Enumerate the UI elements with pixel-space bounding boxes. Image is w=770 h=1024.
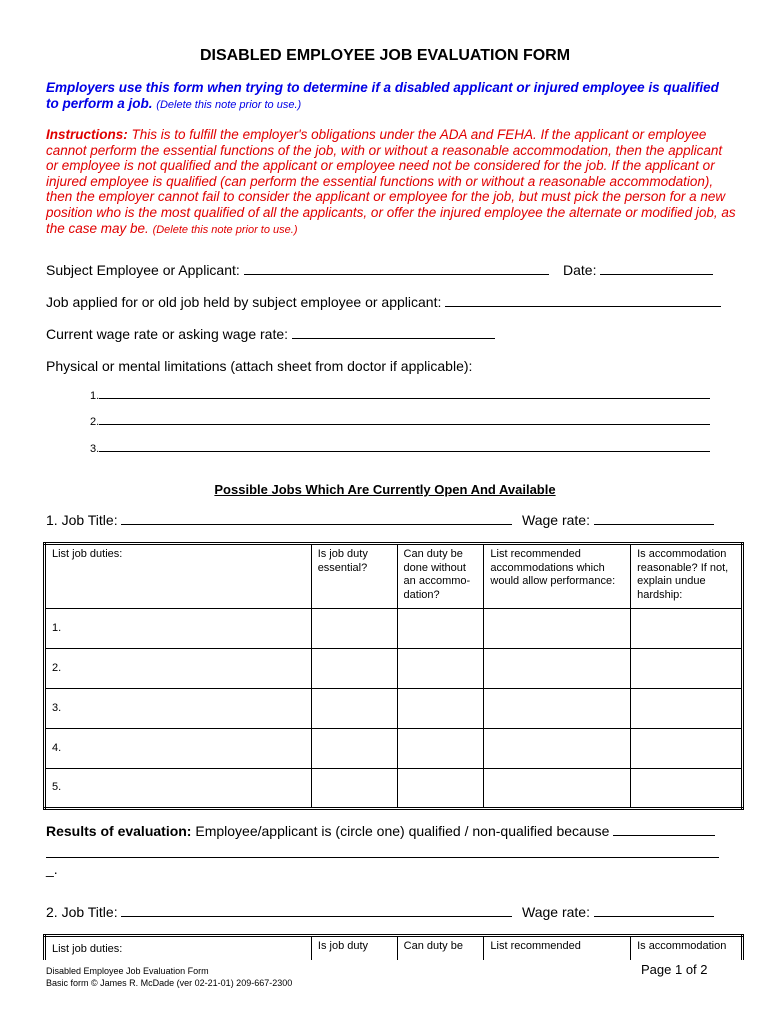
- employer-note: [46, 80, 726, 113]
- row-number[interactable]: 5.: [45, 769, 312, 809]
- row-number[interactable]: 1.: [45, 609, 312, 649]
- table-cell[interactable]: [484, 769, 631, 809]
- footer-form-name: Disabled Employee Job Evaluation Form: [46, 966, 209, 976]
- limitation-field-2[interactable]: [99, 412, 710, 425]
- job-applied-row: [46, 294, 721, 310]
- table-cell[interactable]: [484, 649, 631, 689]
- limitation-line: [90, 412, 710, 428]
- table-cell[interactable]: [397, 729, 484, 769]
- limitations-label: Physical or mental limitations (attach sheet from doctor if applicable):: [46, 358, 473, 374]
- table-cell[interactable]: [631, 689, 743, 729]
- table-header-row: [45, 936, 743, 960]
- job-applied-field[interactable]: [445, 294, 721, 307]
- instructions-text: This is to fulfill the employer's obligations under the ADA and FEHA. If the applicant or employee cannot perform the essential functions of the job, with or without a reasonable accommodation, then the applicant or employee is not qualified and the applicant or employee need not be considered for the job. If the applicant or injured employee is qualified (can perform the essential functions with or without a reasonable accommodation), then the employer cannot fail to consider the applicant or employee for the job, but must pick the person for a new position who is the most qualified of all the applicants, or offer the injured employee the alternate or modified job, as the case may be.: [46, 127, 736, 236]
- job1-title-label: 1. Job Title:: [46, 512, 118, 528]
- job2-duties-table: [43, 934, 744, 960]
- subject-field[interactable]: [244, 262, 549, 275]
- job2-wage-field[interactable]: [594, 904, 714, 917]
- table-cell[interactable]: [311, 689, 397, 729]
- table-cell[interactable]: [311, 769, 397, 809]
- instructions-note: [46, 127, 736, 238]
- section-heading: Possible Jobs Which Are Currently Open And Available: [214, 482, 556, 497]
- limitation-field-3[interactable]: [99, 439, 710, 452]
- table-cell[interactable]: [631, 769, 743, 809]
- employer-note-delete: (Delete this note prior to use.): [156, 99, 302, 111]
- page-number: Page 1 of 2: [641, 962, 708, 977]
- limitation-number: 3.: [90, 443, 100, 455]
- instructions-delete: (Delete this note prior to use.): [152, 223, 298, 236]
- table-row: [45, 649, 743, 689]
- job2-wage-row: [522, 904, 714, 920]
- table-row: [45, 689, 743, 729]
- job1-wage-label: Wage rate:: [522, 512, 590, 528]
- header-without-accommodation: Can duty be done without an accommo-dation?: [397, 544, 484, 609]
- form-title: DISABLED EMPLOYEE JOB EVALUATION FORM: [199, 47, 571, 64]
- table-cell[interactable]: [311, 649, 397, 689]
- job2-title-label: 2. Job Title:: [46, 904, 118, 920]
- header-recommended: List recommended: [484, 936, 631, 960]
- instructions-label: Instructions:: [46, 127, 128, 142]
- job2-wage-label: Wage rate:: [522, 904, 590, 920]
- header-job-duties: List job duties:: [45, 936, 312, 960]
- table-cell[interactable]: [631, 729, 743, 769]
- limitation-number: 1.: [90, 390, 100, 402]
- table-cell[interactable]: [631, 649, 743, 689]
- table-cell[interactable]: [397, 689, 484, 729]
- table-cell[interactable]: [397, 609, 484, 649]
- header-essential: Is job duty: [311, 936, 397, 960]
- table-row: [45, 609, 743, 649]
- job2-title-row: [46, 904, 512, 920]
- job2-title-field[interactable]: [121, 904, 512, 917]
- row-number[interactable]: 4.: [45, 729, 312, 769]
- header-reasonable: Is accommodation reasonable? If not, explain undue hardship:: [631, 544, 743, 609]
- date-row: [563, 262, 713, 278]
- limitation-number: 2.: [90, 416, 100, 428]
- job-applied-label: Job applied for or old job held by subject employee or applicant:: [46, 294, 442, 310]
- date-field[interactable]: [600, 262, 713, 275]
- row-number[interactable]: 2.: [45, 649, 312, 689]
- header-recommended: List recommended accommodations which would allow performance:: [484, 544, 631, 609]
- results-row: [46, 823, 715, 839]
- results-end: _.: [46, 861, 58, 877]
- table-cell[interactable]: [484, 609, 631, 649]
- results-reason-field[interactable]: [613, 823, 715, 836]
- footer-copyright: Basic form © James R. McDade (ver 02-21-01) 209-667-2300: [46, 978, 293, 988]
- subject-label: Subject Employee or Applicant:: [46, 262, 240, 278]
- table-cell[interactable]: [631, 609, 743, 649]
- date-label: Date:: [563, 262, 597, 278]
- job1-wage-row: [522, 512, 714, 528]
- table-row: [45, 769, 743, 809]
- wage-field[interactable]: [292, 326, 495, 339]
- limitation-line: [90, 386, 710, 402]
- header-job-duties: List job duties:: [45, 544, 312, 609]
- table-row: [45, 729, 743, 769]
- results-label: Results of evaluation:: [46, 823, 192, 839]
- table-cell[interactable]: [484, 689, 631, 729]
- table-cell[interactable]: [484, 729, 631, 769]
- job1-title-row: [46, 512, 512, 528]
- table-cell[interactable]: [311, 729, 397, 769]
- job1-title-field[interactable]: [121, 512, 512, 525]
- header-essential: Is job duty essential?: [311, 544, 397, 609]
- header-reasonable: Is accommodation: [631, 936, 743, 960]
- header-without-accommodation: Can duty be: [397, 936, 484, 960]
- limitation-field-1[interactable]: [99, 386, 710, 399]
- subject-row: [46, 262, 549, 278]
- table-header-row: [45, 544, 743, 609]
- employer-note-text: Employers use this form when trying to determine if a disabled applicant or injured employee is qualified to perform a job.: [46, 80, 719, 111]
- footer: [46, 965, 292, 989]
- row-number[interactable]: 3.: [45, 689, 312, 729]
- results-reason-line-2[interactable]: [46, 845, 719, 858]
- wage-row: [46, 326, 495, 342]
- limitation-line: [90, 439, 710, 455]
- table-cell[interactable]: [311, 609, 397, 649]
- table-cell[interactable]: [397, 649, 484, 689]
- job1-wage-field[interactable]: [594, 512, 714, 525]
- results-text: Employee/applicant is (circle one) qualified / non-qualified because: [195, 823, 610, 839]
- table-cell[interactable]: [397, 769, 484, 809]
- job1-duties-table: [43, 542, 744, 810]
- wage-label: Current wage rate or asking wage rate:: [46, 326, 289, 342]
